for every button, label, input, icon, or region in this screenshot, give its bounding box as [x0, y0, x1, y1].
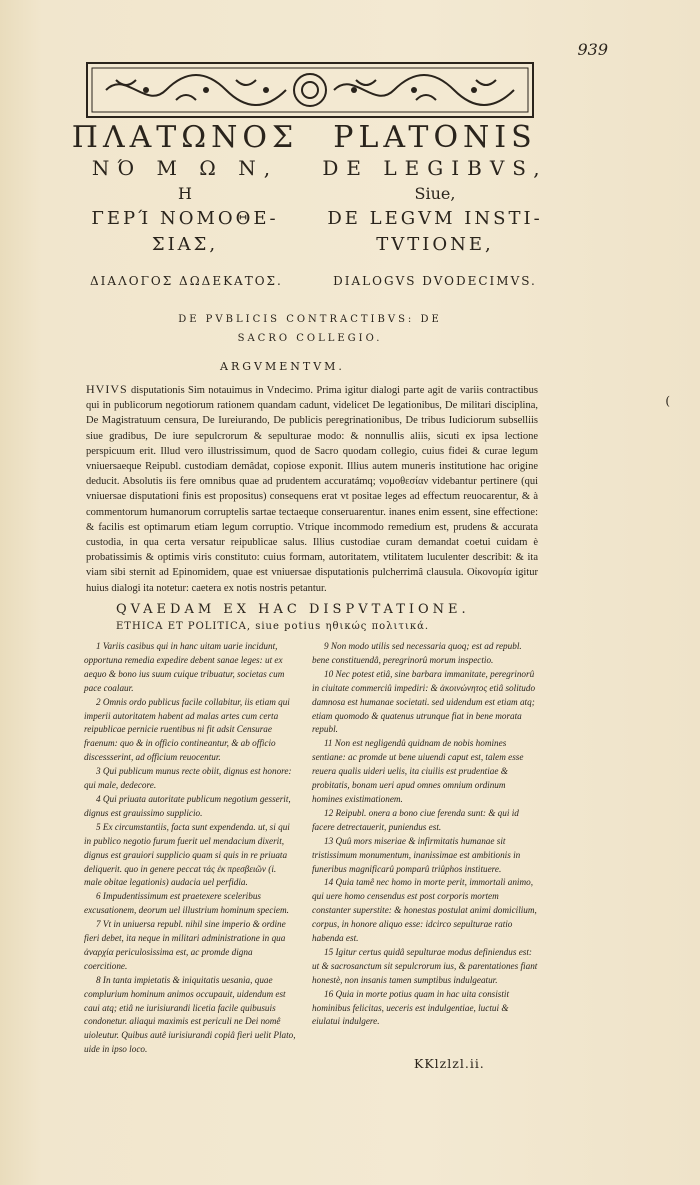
title-line-4 — [60, 208, 560, 229]
list-item: 8 In tanta impietatis & iniquitatis uesania, quae complurium hominum animos occupauit, uidendum est caui atq; etiâ ne iurisiurandi licetia facile quibusuis condonetur. aliaqui maximis est periculi ne Dei nomê uioleutur. Quibus autê iurisiurandi copiâ fieri uelit Plato, uide in ipso loco. — [84, 974, 296, 1055]
list-item: 5 Ex circumstantiis, facta sunt expendenda. ut, si qui in publico negotio furum fuerit uel mendacium dixerit, dignus est grauiori supplicio quam si quis in re priuata deliquerit. quo in genere peccat τάς ἐκ πρεσβειῶν (i. male obitae legationis) audacia uel perfidia. — [84, 821, 290, 888]
section-subheading-1: DE PVBLICIS CONTRACTIBVS: DE — [178, 314, 442, 325]
ornamental-headpiece-icon — [86, 62, 534, 118]
argument-dropcap: HVIVS — [86, 382, 128, 396]
latin-alt-title: DE LEGVM INSTI- — [327, 208, 543, 229]
list-item: 12 Reipubl. onera a bono ciue ferenda sunt: & qui id facere detrectauerit, puniendus est. — [312, 807, 519, 832]
list-item: 11 Non est negligendû quidnam de nobis homines sentiane: ac promde ut bene uiuendi caput est, talem esse reuera qualis uideri uelis, ita ciuilis est prudentiae & probitatis, bonam ueri apud omnes omnium ordinum homines existimationem. — [312, 738, 524, 804]
list-item: 10 Nec potest etiâ, sine barbara immanitate, peregrinorû in ciuitate commerciû impediri: & ἀκοινώνητος etiâ solitudo damnosa est humanae societati. sed uidendum est etiam atq; etiam quomodo & quatenus utrunque fiat in bene morata republ. — [312, 668, 536, 735]
list-item: 4 Qui priuata autoritate publicum negotium gesserit, dignus est grauissimo supplicio. — [84, 793, 291, 818]
list-item: 1 Variis casibus qui in hanc uitam uarie incidunt, opportuna remedia expedire debent sanae leges: ut ex aequo & bono ius suum cuique tribuatur, societas cum pace coalaur. — [84, 641, 285, 693]
title-line-3 — [60, 184, 560, 203]
list-item: 6 Impudentissimum est praetexere sceleribus excusationem, deorum uel illustrium hominum speciem. — [84, 891, 289, 916]
list-item: 3 Qui publicum munus recte obiit, dignus est honore: qui male, dedecore. — [84, 766, 292, 791]
latin-title: PLATONIS — [333, 120, 537, 155]
argument-title: ARGVMENTVM. — [220, 360, 345, 373]
margin-mark: ( — [665, 394, 670, 408]
greek-alt-title: ΓΕΡΊ ΝΟΜΟΘΕ- — [91, 208, 279, 229]
list-item: 15 Igitur certus quidâ sepulturae modus definiendus est: ut & sacrosanctum sit sepulcrorum ius, & parentationes fiant honestè, non insanis tamen sumptibus indulgeatur. — [312, 946, 538, 985]
section-subheading-2: SACRO COLLEGIO. — [237, 333, 383, 344]
signature-mark: KKlzlzl.ii. — [414, 1056, 485, 1071]
argument-text: disputationis Sim notauimus in Vndecimo. Prima igitur dialogi parte agit de variis contractibus qui in publicorum negotiorum rationem quandam cadunt, videlicet De legationibus, De militari disciplina, De Magistratuum censura, De Iureiurando, De publicis peregrinationibus, De tribus Iudiciorum subselliis siue gradibus, De iure sepulcrorum & sepulturae modo: & nonnullis aliis, sicuti ex ipsa lectione perspicuum erit. Illud vero illustrissimum, quod de Sacro quodam collegio, cuius fidei & curae legum vniuersaeque Reipubl. custodiam demâdat, copiose exponit. Illius autem muneris institutione hac origine deducit. Absolutis iis fere omnibus quae ad prudentem accuratámq; νομοθεσίαν videbantur pertinere (qui vniuersae disputationi finis est propositus) consequens erat vt positae leges ad effectum reuocarentur, & à commentorum humanorum corruptelis sartae tectaeque conseruarentur. inanes enim essent, sine effectione: & facilis est optimarum etiam legum corruptio. Vtrique incommodo remedium est, prudens & accurata custodia, in qua certa versatur reipublicae salus. Illius custodiae curam demandat coetui cuidam è probatissimis & optimis viris constituto: cuius formam, autoritatem, vtilitatem luculenter describit: & ita viam sibi sternit ad Epinomidem, quae est vniuersae disputationis pulcherrimâ clausula. Οἰκονομία igitur huius dialogi ita notetur: caetera ex notis nostris petantur. — [86, 385, 538, 594]
greek-or: Η — [178, 184, 192, 203]
list-item: 16 Quia in morte potius quam in hac uita consistit hominibus felicitas, ueceris est indulgentiae, luctui & eiulatui indulgere. — [312, 988, 510, 1027]
latin-alt-title-end: TVTIONE, — [376, 234, 494, 255]
greek-alt-title-end: ΣΙΑΣ, — [151, 234, 219, 255]
list-item: 2 Omnis ordo publicus facile collabitur, iis etiam qui imperii autoritatem habent ad malas artes cum certa reipublicae pernicie ruentibus ni fit adsit Censurae fraenum: quo & in officio contineantur, & ab officio discessserint, ad officium reuocentur. — [84, 696, 290, 763]
right-column — [312, 640, 538, 1029]
latin-subtitle: DE LEGIBVS, — [322, 156, 548, 180]
greek-title: ΠΛΑΤΩΝΟΣ — [71, 120, 299, 155]
title-line-1 — [60, 120, 560, 155]
list-item: 7 Vt in uniuersa republ. nihil sine imperio & ordine fieri debet, ita neque in militari administratione in qua ἀναρχία periculosissima est, ac promde digna coercitione. — [84, 919, 286, 971]
title-line-5 — [60, 234, 560, 255]
page-number: 939 — [577, 40, 608, 59]
latin-or: Siue, — [414, 184, 456, 203]
quaedam-subheading: ETHICA ET POLITICA, siue potius ηθικώς πολιτικά. — [116, 621, 430, 632]
title-line-2 — [60, 156, 560, 180]
argument-paragraph — [86, 382, 538, 596]
title-line-6 — [60, 274, 560, 288]
list-item: 13 Quû mors miseriae & infirmitatis humanae sit tristissimum monumentum, inanissimae est ambitionis in funeribus magnificarû pomparû triûphos instituere. — [312, 835, 521, 874]
greek-subtitle: ΝΌ Μ Ω Ν, — [91, 156, 279, 180]
greek-dialogue-number: ΔΙΑΛΟΓΟΣ ΔΩΔΕΚΑΤΟΣ. — [90, 274, 283, 288]
list-item: 14 Quia tamê nec homo in morte perit, immortali animo, qui uere homo censendus est post corporis mortem constanter superstite: & honestas postulat animi domicilium, corpus, in honore aliquo esse: idcirco sepulturae ratio habenda est. — [312, 877, 537, 944]
left-column — [84, 640, 296, 1057]
latin-dialogue-number: DIALOGVS DVODECIMVS. — [333, 274, 537, 288]
list-item: 9 Non modo utilis sed necessaria quoq; est ad republ. bene constituendâ, peregrinorû morum inspectio. — [312, 641, 522, 665]
quaedam-heading: QVAEDAM EX HAC DISPVTATIONE. — [116, 602, 470, 617]
